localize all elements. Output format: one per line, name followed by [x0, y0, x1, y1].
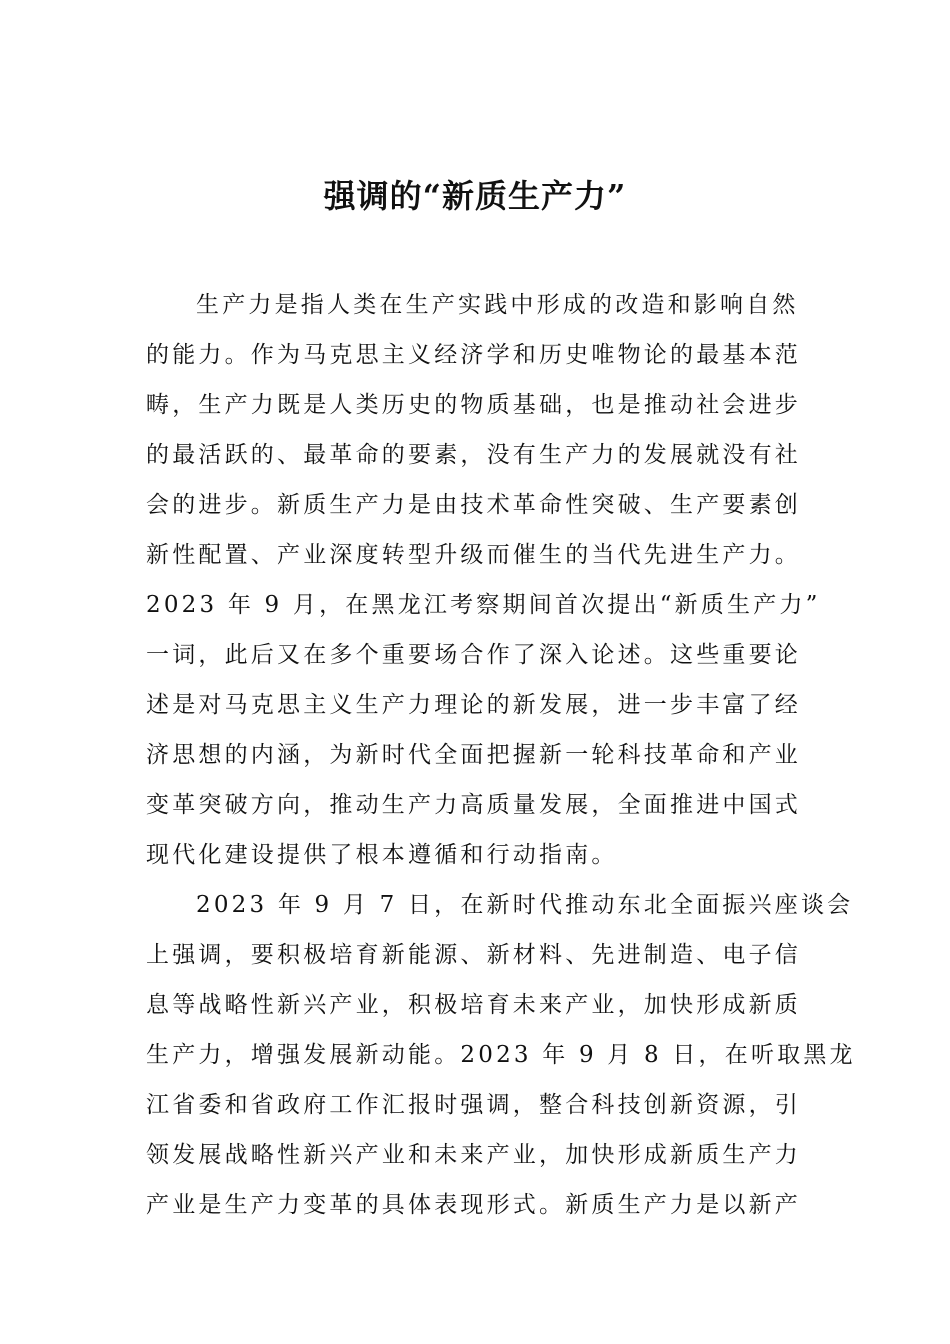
paragraph-line: 的最活跃的、最革命的要素，没有生产力的发展就没有社 [146, 442, 801, 468]
paragraph-line: 生产力，增强发展新动能。2023 年 9 月 8 日，在听取黑龙 [146, 1042, 856, 1068]
paragraph-line: 上强调，要积极培育新能源、新材料、先进制造、电子信 [146, 942, 801, 968]
paragraph-line: 畴，生产力既是人类历史的物质基础，也是推动社会进步 [146, 392, 801, 418]
paragraph-line: 产业是生产力变革的具体表现形式。新质生产力是以新产 [146, 1192, 801, 1218]
paragraph-line: 会的进步。新质生产力是由技术革命性突破、生产要素创 [146, 492, 801, 518]
document-body [146, 280, 856, 1230]
paragraph-line: 变革突破方向，推动生产力高质量发展，全面推进中国式 [146, 792, 801, 818]
paragraph-line: 生产力是指人类在生产实践中形成的改造和影响自然 [196, 292, 799, 318]
paragraph-line: 2023 年 9 月，在黑龙江考察期间首次提出“新质生产力” [146, 592, 821, 618]
paragraph-line: 现代化建设提供了根本遵循和行动指南。 [146, 842, 618, 868]
document-title: 强调的“新质生产力” [323, 177, 627, 215]
paragraph-line: 领发展战略性新兴产业和未来产业，加快形成新质生产力 [146, 1142, 801, 1168]
paragraph-line: 的能力。作为马克思主义经济学和历史唯物论的最基本范 [146, 342, 801, 368]
paragraph-line: 息等战略性新兴产业，积极培育未来产业，加快形成新质 [146, 992, 801, 1018]
paragraph-line: 济思想的内涵，为新时代全面把握新一轮科技革命和产业 [146, 742, 801, 768]
paragraph-line: 新性配置、产业深度转型升级而催生的当代先进生产力。 [146, 542, 801, 568]
paragraph-line: 一词，此后又在多个重要场合作了深入论述。这些重要论 [146, 642, 801, 668]
paragraph-line: 江省委和省政府工作汇报时强调，整合科技创新资源，引 [146, 1092, 801, 1118]
paragraph-line: 2023 年 9 月 7 日，在新时代推动东北全面振兴座谈会 [196, 892, 854, 918]
paragraph-line: 述是对马克思主义生产力理论的新发展，进一步丰富了经 [146, 692, 801, 718]
